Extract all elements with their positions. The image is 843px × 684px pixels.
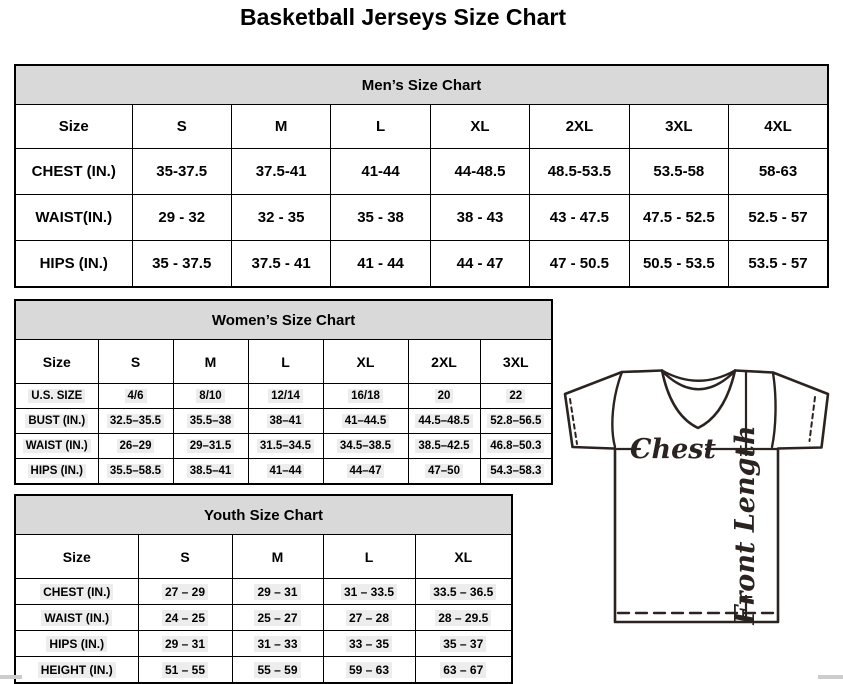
row-label: HIPS (IN.) [15, 459, 98, 485]
table-cell: 37.5 - 41 [231, 241, 330, 288]
youth-chest-row [15, 579, 512, 605]
womens-header-row [15, 340, 552, 384]
jersey-diagram [556, 358, 843, 650]
column-header: S [138, 535, 232, 579]
table-cell: 35 - 38 [331, 195, 430, 241]
column-header: Size [15, 535, 138, 579]
table-cell: 53.5-58 [629, 149, 728, 195]
row-label: WAIST (IN.) [15, 434, 98, 459]
column-header: 2XL [530, 105, 629, 149]
table-cell: 44-48.5 [430, 149, 529, 195]
column-header: XL [415, 535, 512, 579]
table-cell: 38 - 43 [430, 195, 529, 241]
table-cell: 59 – 63 [323, 657, 415, 684]
column-header: M [173, 340, 248, 384]
row-label: HIPS (IN.) [15, 631, 138, 657]
column-header: S [98, 340, 173, 384]
row-label: WAIST(IN.) [15, 195, 132, 241]
table-cell: 31 – 33 [232, 631, 323, 657]
table-cell: 63 – 67 [415, 657, 512, 684]
table-cell: 27 – 29 [138, 579, 232, 605]
table-cell: 51 – 55 [138, 657, 232, 684]
table-cell: 41 - 44 [331, 241, 430, 288]
table-cell: 8/10 [173, 384, 248, 409]
column-header: XL [323, 340, 408, 384]
row-label: HEIGHT (IN.) [15, 657, 138, 684]
table-cell: 16/18 [323, 384, 408, 409]
chest-label: Chest [630, 434, 716, 465]
page-title: Basketball Jerseys Size Chart [239, 4, 566, 30]
womens-size-chart-table [14, 299, 553, 485]
table-cell: 38–41 [248, 409, 323, 434]
table-cell: 52.5 - 57 [729, 195, 828, 241]
table-cell: 38.5–42.5 [408, 434, 480, 459]
youth-table-title: Youth Size Chart [15, 495, 512, 535]
table-title-row [15, 495, 512, 535]
row-label: BUST (IN.) [15, 409, 98, 434]
table-title-row [15, 65, 828, 105]
table-cell: 34.5–38.5 [323, 434, 408, 459]
table-cell: 29 – 31 [138, 631, 232, 657]
table-cell: 24 – 25 [138, 605, 232, 631]
table-cell: 46.8–50.3 [480, 434, 552, 459]
front-length-label: Front Length [730, 425, 761, 625]
table-cell: 22 [480, 384, 552, 409]
womens-bust-row [15, 409, 552, 434]
mens-hips-row [15, 241, 828, 288]
table-cell: 35.5–58.5 [98, 459, 173, 485]
table-cell: 29 - 32 [132, 195, 231, 241]
row-label: HIPS (IN.) [15, 241, 132, 288]
table-cell: 55 – 59 [232, 657, 323, 684]
womens-waist-row [15, 434, 552, 459]
table-cell: 44.5–48.5 [408, 409, 480, 434]
column-header: 3XL [480, 340, 552, 384]
column-header: 4XL [729, 105, 828, 149]
mens-chest-row [15, 149, 828, 195]
table-cell: 41-44 [331, 149, 430, 195]
youth-hips-row [15, 631, 512, 657]
row-label: U.S. SIZE [15, 384, 98, 409]
table-cell: 29–31.5 [173, 434, 248, 459]
table-cell: 35.5–38 [173, 409, 248, 434]
table-cell: 44–47 [323, 459, 408, 485]
womens-ussize-row [15, 384, 552, 409]
youth-height-row [15, 657, 512, 684]
table-cell: 52.8–56.5 [480, 409, 552, 434]
cropped-ui-fragment-right [818, 675, 843, 679]
mens-table-title: Men’s Size Chart [15, 65, 828, 105]
table-cell: 33.5 – 36.5 [415, 579, 512, 605]
youth-waist-row [15, 605, 512, 631]
mens-waist-row [15, 195, 828, 241]
table-cell: 31.5–34.5 [248, 434, 323, 459]
table-cell: 26–29 [98, 434, 173, 459]
table-cell: 50.5 - 53.5 [629, 241, 728, 288]
table-cell: 58-63 [729, 149, 828, 195]
table-cell: 35 - 37.5 [132, 241, 231, 288]
row-label: WAIST (IN.) [15, 605, 138, 631]
table-cell: 35 – 37 [415, 631, 512, 657]
table-title-row [15, 300, 552, 340]
table-cell: 28 – 29.5 [415, 605, 512, 631]
column-header: M [231, 105, 330, 149]
table-cell: 20 [408, 384, 480, 409]
column-header: Size [15, 340, 98, 384]
womens-hips-row [15, 459, 552, 485]
table-cell: 47–50 [408, 459, 480, 485]
table-cell: 41–44.5 [323, 409, 408, 434]
cropped-ui-fragment-left [0, 675, 22, 679]
table-cell: 47 - 50.5 [530, 241, 629, 288]
table-cell: 43 - 47.5 [530, 195, 629, 241]
table-cell: 35-37.5 [132, 149, 231, 195]
table-cell: 41–44 [248, 459, 323, 485]
column-header: S [132, 105, 231, 149]
column-header: 3XL [629, 105, 728, 149]
youth-size-chart-table [14, 494, 513, 684]
table-cell: 44 - 47 [430, 241, 529, 288]
row-label: CHEST (IN.) [15, 579, 138, 605]
table-cell: 31 – 33.5 [323, 579, 415, 605]
table-cell: 38.5–41 [173, 459, 248, 485]
column-header: L [248, 340, 323, 384]
mens-size-chart-table [14, 64, 829, 288]
table-cell: 27 – 28 [323, 605, 415, 631]
table-cell: 4/6 [98, 384, 173, 409]
table-cell: 53.5 - 57 [729, 241, 828, 288]
jersey-outline [565, 371, 828, 623]
table-cell: 37.5-41 [231, 149, 330, 195]
column-header: M [232, 535, 323, 579]
table-cell: 33 – 35 [323, 631, 415, 657]
table-cell: 32.5–35.5 [98, 409, 173, 434]
column-header: XL [430, 105, 529, 149]
column-header: L [323, 535, 415, 579]
table-cell: 29 – 31 [232, 579, 323, 605]
table-cell: 47.5 - 52.5 [629, 195, 728, 241]
womens-table-title: Women’s Size Chart [15, 300, 552, 340]
column-header: 2XL [408, 340, 480, 384]
youth-header-row [15, 535, 512, 579]
table-cell: 25 – 27 [232, 605, 323, 631]
mens-header-row [15, 105, 828, 149]
row-label: CHEST (IN.) [15, 149, 132, 195]
column-header: Size [15, 105, 132, 149]
table-cell: 12/14 [248, 384, 323, 409]
column-header: L [331, 105, 430, 149]
table-cell: 32 - 35 [231, 195, 330, 241]
table-cell: 48.5-53.5 [530, 149, 629, 195]
table-cell: 54.3–58.3 [480, 459, 552, 485]
